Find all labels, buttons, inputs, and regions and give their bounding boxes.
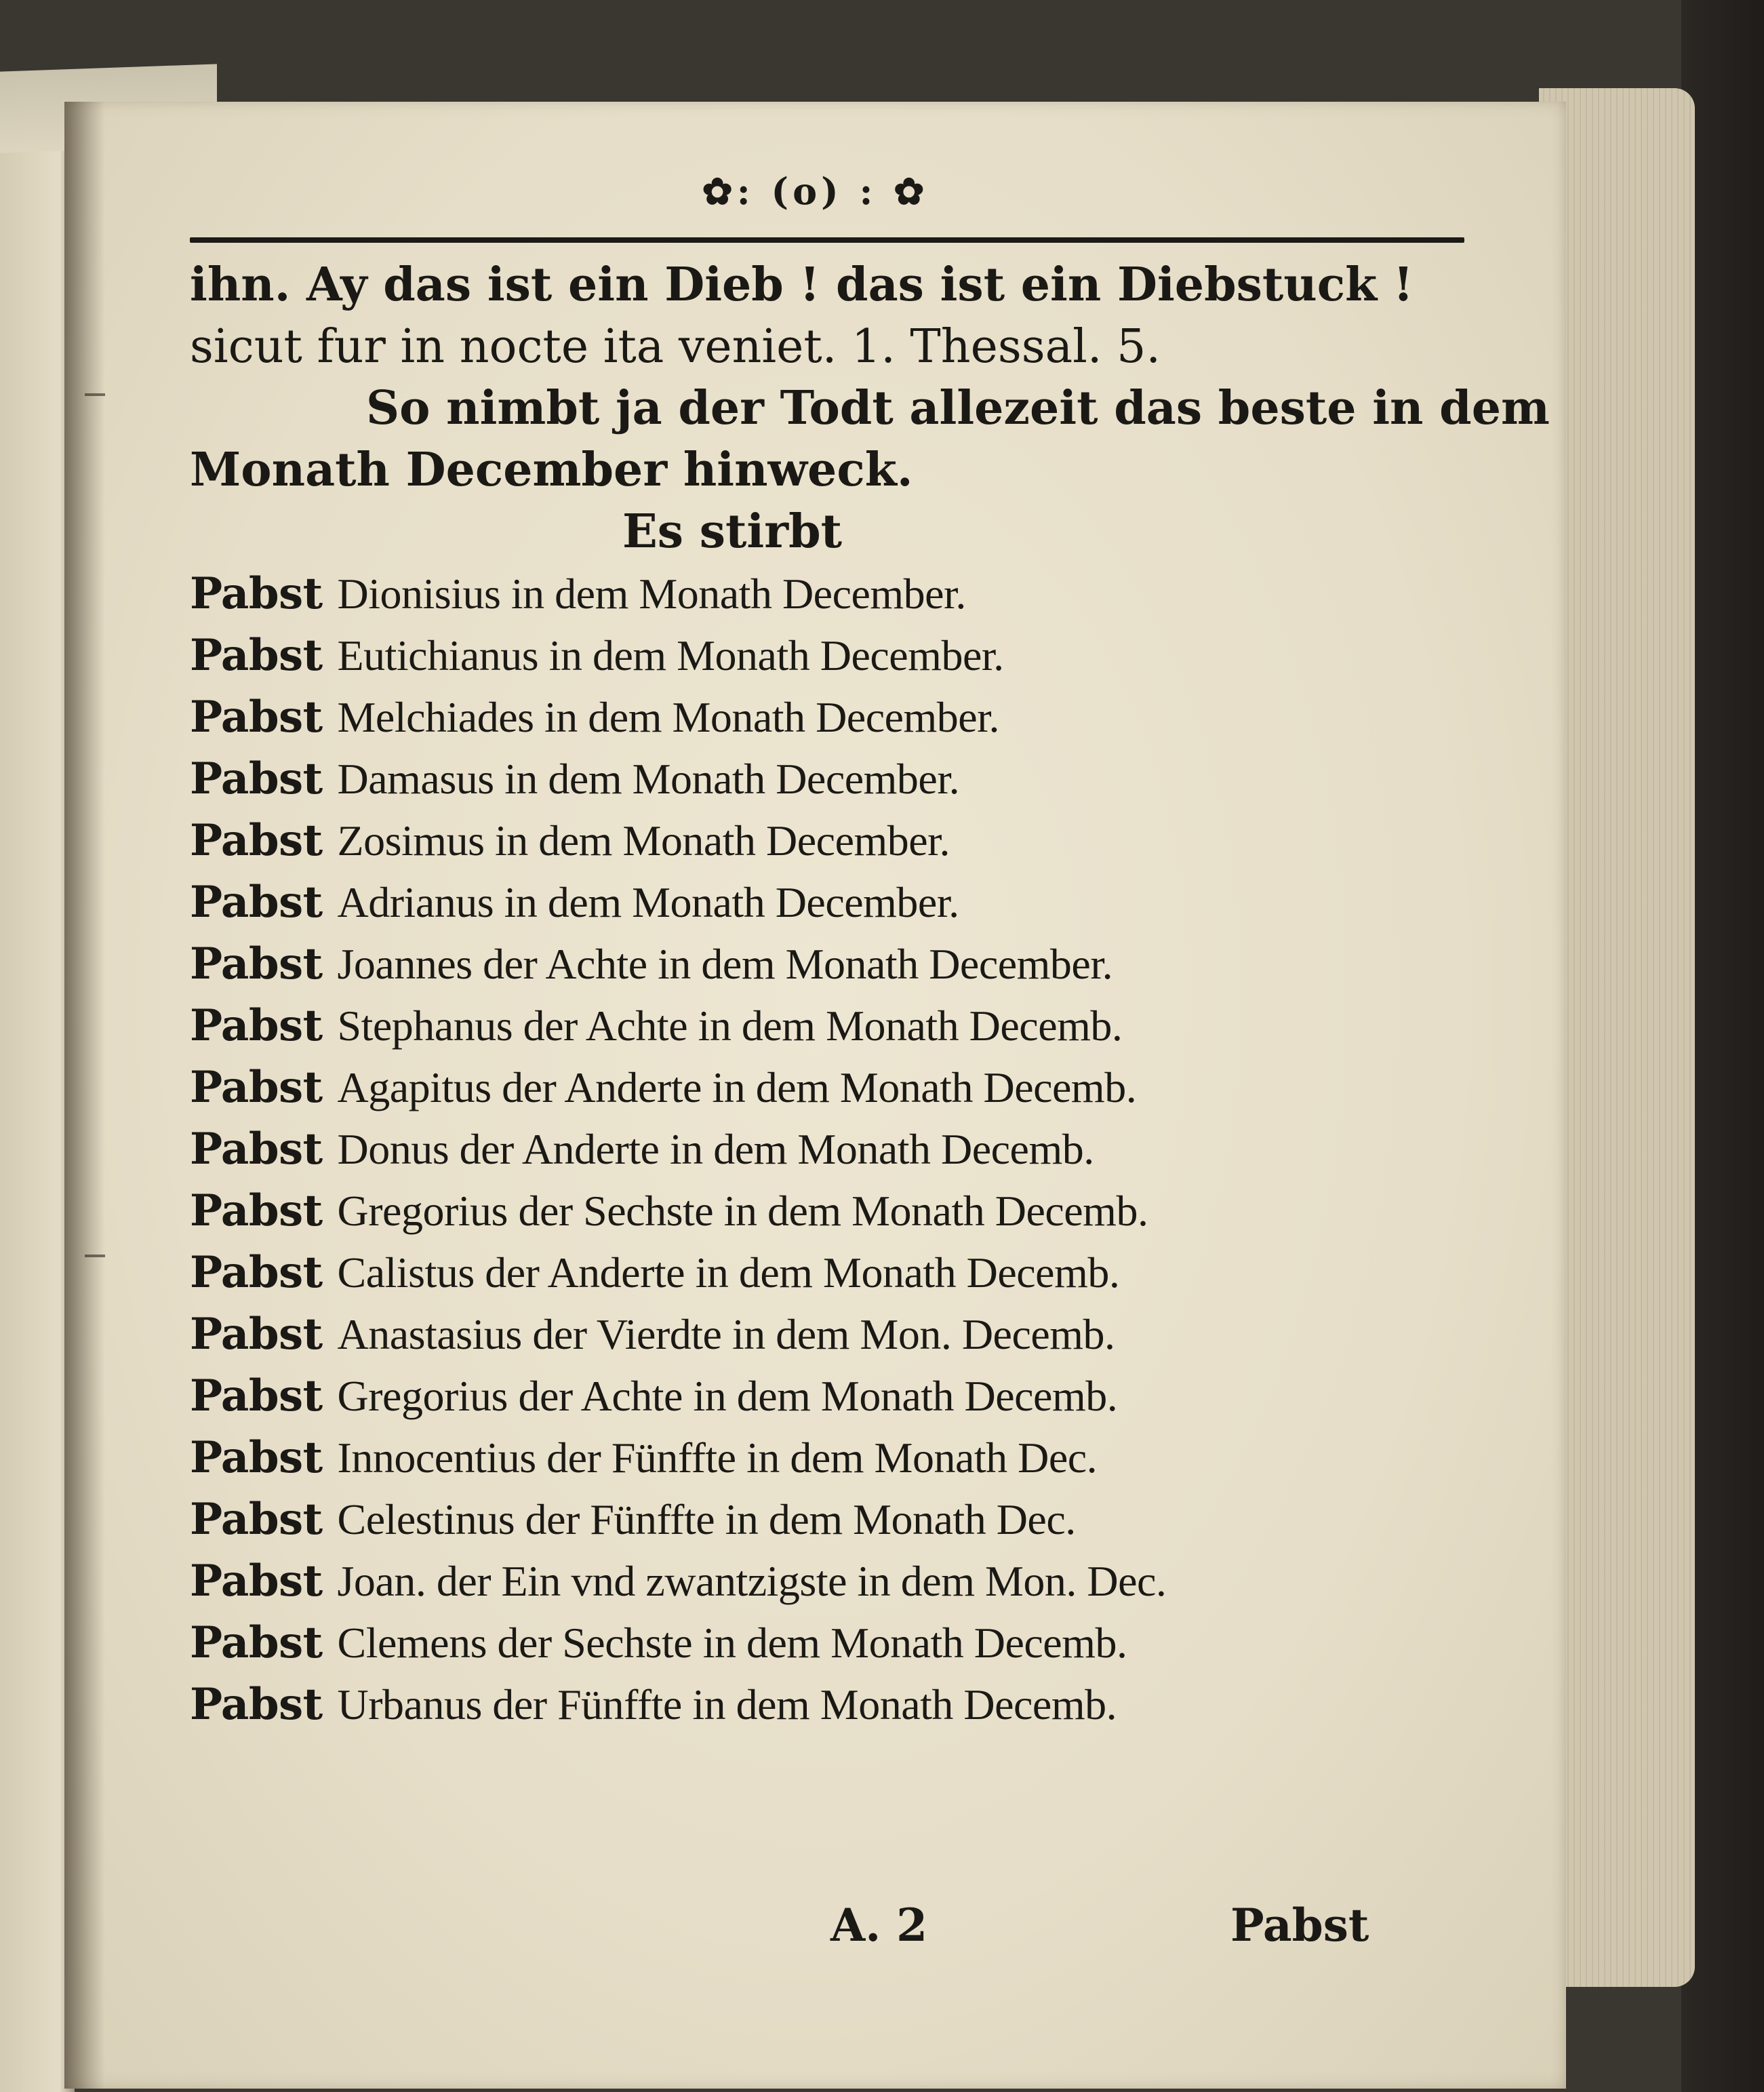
pope-entry: Pabst Adrianus in dem Monath December. xyxy=(190,877,959,928)
text-line: So nimbt ja der Todt allezeit das beste in dem xyxy=(366,381,1550,435)
pope-entry: Pabst Gregorius der Sechste in dem Monath Decemb. xyxy=(190,1185,1148,1236)
margin-mark xyxy=(85,1255,105,1257)
text-line-latin: sicut fur in nocte ita veniet. 1. Thessal. 5. xyxy=(190,320,1161,374)
pope-entry: Pabst Clemens der Sechste in dem Monath Decemb. xyxy=(190,1617,1127,1668)
book-page xyxy=(64,102,1566,2089)
pope-entry: Pabst Innocentius der Fünffte in dem Monath Dec. xyxy=(190,1432,1098,1483)
page-header-ornament: ✿: (o) : ✿ xyxy=(702,170,929,213)
pope-entry: Pabst Dionisius in dem Monath December. xyxy=(190,568,966,619)
pope-entry: Pabst Zosimus in dem Monath December. xyxy=(190,815,950,866)
pope-entry: Pabst Stephanus der Achte in dem Monath Decemb. xyxy=(190,1000,1123,1051)
pope-entry: Pabst Urbanus der Fünffte in dem Monath Decemb. xyxy=(190,1679,1117,1730)
pope-entry: Pabst Agapitus der Anderte in dem Monath Decemb. xyxy=(190,1062,1137,1113)
text-line: Monath December hinweck. xyxy=(190,443,913,497)
pope-entry: Pabst Anastasius der Vierdte in dem Mon. Decemb. xyxy=(190,1309,1115,1360)
signature-mark: A. 2 xyxy=(830,1899,928,1952)
header-rule xyxy=(190,237,1464,243)
pope-list xyxy=(190,563,1478,1735)
gutter-shadow xyxy=(64,102,105,2089)
page-body xyxy=(190,254,1550,1735)
text-line: ihn. Ay das ist ein Dieb ! das ist ein Diebstuck ! xyxy=(190,258,1414,312)
pope-entry: Pabst Gregorius der Achte in dem Monath Decemb. xyxy=(190,1370,1118,1421)
margin-mark xyxy=(85,393,105,396)
pope-entry: Pabst Eutichianus in dem Monath December. xyxy=(190,630,1004,681)
section-heading: Es stirbt xyxy=(622,505,843,559)
pope-entry: Pabst Joannes der Achte in dem Monath December. xyxy=(190,939,1113,989)
catchword: Pabst xyxy=(1230,1899,1369,1952)
pope-entry: Pabst Calistus der Anderte in dem Monath Decemb. xyxy=(190,1247,1120,1298)
pope-entry: Pabst Melchiades in dem Monath December. xyxy=(190,692,999,743)
pope-entry: Pabst Joan. der Ein vnd zwantzigste in dem Mon. Dec. xyxy=(190,1556,1167,1606)
facing-page xyxy=(0,95,75,2092)
pope-entry: Pabst Donus der Anderte in dem Monath Decemb. xyxy=(190,1124,1094,1175)
pope-entry: Pabst Celestinus der Fünffte in dem Monath Dec. xyxy=(190,1494,1076,1545)
pope-entry: Pabst Damasus in dem Monath December. xyxy=(190,753,960,804)
